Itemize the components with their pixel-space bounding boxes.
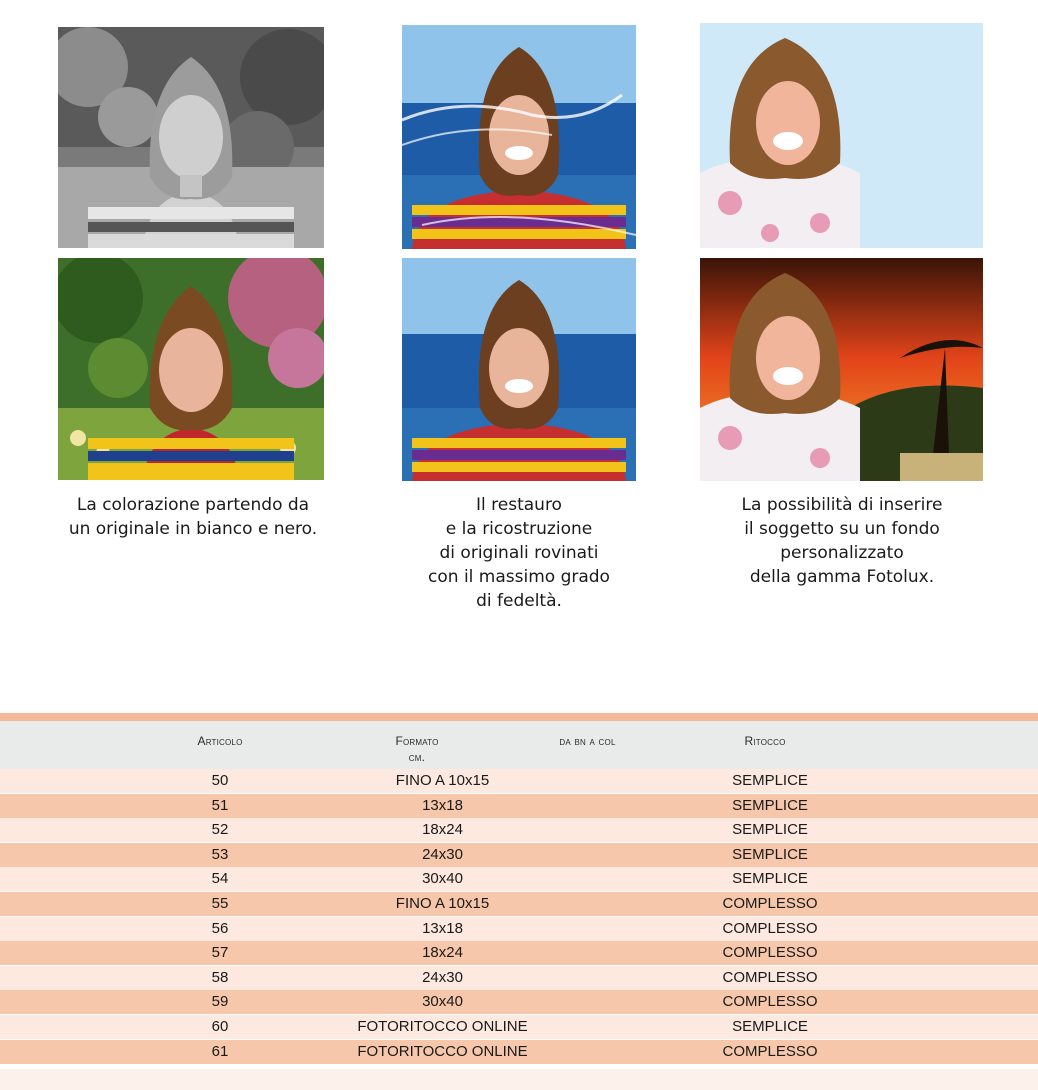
table-row <box>0 941 1038 965</box>
cell-articolo: 51 <box>211 796 229 814</box>
cell-articolo: 54 <box>211 870 229 888</box>
header-ritocco: Ritocco <box>744 734 786 748</box>
photo-bw-original <box>58 27 324 248</box>
cell-formato: 13x18 <box>422 919 463 937</box>
table-row <box>0 769 1038 793</box>
photo-custom-background-result <box>700 258 983 481</box>
table-row <box>0 794 1038 818</box>
table-row <box>0 818 1038 842</box>
table-row <box>0 892 1038 916</box>
photo-colorized-result <box>58 258 324 480</box>
cell-formato: 24x30 <box>422 968 463 986</box>
table-row <box>0 990 1038 1014</box>
cell-articolo: 60 <box>211 1018 229 1035</box>
table-row <box>0 843 1038 867</box>
table-bottom-band <box>0 1069 1038 1090</box>
cell-formato: 30x40 <box>422 993 463 1011</box>
cell-articolo: 56 <box>211 919 229 937</box>
caption-line: con il massimo grado <box>428 567 610 587</box>
caption-line: e la ricostruzione <box>445 519 593 539</box>
cell-ritocco: COMPLESSO <box>722 895 818 912</box>
photo-restored-result <box>402 258 636 481</box>
cell-ritocco: COMPLESSO <box>722 993 818 1011</box>
cell-ritocco: SEMPLICE <box>732 870 808 888</box>
table-row <box>0 966 1038 990</box>
caption-line: un originale in bianco e nero. <box>68 519 318 539</box>
header-articolo: Articolo <box>197 734 243 748</box>
caption-custom-background <box>708 493 976 589</box>
cell-articolo: 58 <box>211 968 229 986</box>
caption-line: della gamma Fotolux. <box>749 567 935 587</box>
cell-formato: 13x18 <box>422 796 463 814</box>
cell-ritocco: SEMPLICE <box>732 772 808 789</box>
cell-formato: FINO A 10x15 <box>395 772 490 789</box>
caption-line: personalizzato <box>780 543 904 563</box>
cell-articolo: 57 <box>211 944 229 962</box>
table-row <box>0 1015 1038 1039</box>
cell-ritocco: SEMPLICE <box>732 1018 808 1035</box>
table-top-rule <box>0 713 1038 721</box>
cell-formato: FOTORITOCCO ONLINE <box>357 1018 528 1035</box>
cell-formato: 18x24 <box>422 944 463 962</box>
caption-line: Il restauro <box>476 495 562 515</box>
table-row <box>0 867 1038 891</box>
header-da-bn-a-col: da bn a col <box>559 734 616 748</box>
header-formato-unit: cm. <box>408 750 426 764</box>
cell-articolo: 50 <box>211 772 229 789</box>
cell-articolo: 55 <box>211 895 229 912</box>
caption-restoration <box>389 493 649 613</box>
photo-subject-plain-background <box>700 23 983 248</box>
table-row <box>0 1040 1038 1064</box>
caption-colorization <box>58 493 328 541</box>
caption-line: il soggetto su un fondo <box>744 519 940 539</box>
cell-ritocco: SEMPLICE <box>732 845 808 863</box>
caption-line: La colorazione partendo da <box>76 495 310 515</box>
cell-formato: 30x40 <box>422 870 463 888</box>
cell-ritocco: SEMPLICE <box>732 796 808 814</box>
header-formato <box>367 733 467 765</box>
cell-formato: 24x30 <box>422 845 463 863</box>
caption-line: di originali rovinati <box>439 543 599 563</box>
cell-ritocco: COMPLESSO <box>722 968 818 986</box>
table-header <box>0 721 1038 769</box>
cell-ritocco: COMPLESSO <box>722 919 818 937</box>
cell-articolo: 52 <box>211 821 229 839</box>
table-row <box>0 917 1038 941</box>
cell-formato: FOTORITOCCO ONLINE <box>357 1042 528 1060</box>
cell-formato: 18x24 <box>422 821 463 839</box>
caption-line: La possibilità di inserire <box>741 495 943 515</box>
cell-formato: FINO A 10x15 <box>395 895 490 912</box>
cell-ritocco: SEMPLICE <box>732 821 808 839</box>
cell-articolo: 53 <box>211 845 229 863</box>
cell-articolo: 61 <box>211 1042 229 1060</box>
cell-ritocco: COMPLESSO <box>722 1042 818 1060</box>
header-formato-label: Formato <box>395 734 439 748</box>
cell-ritocco: COMPLESSO <box>722 944 818 962</box>
caption-line: di fedeltà. <box>476 591 562 611</box>
cell-articolo: 59 <box>211 993 229 1011</box>
photo-damaged-original <box>402 25 636 249</box>
